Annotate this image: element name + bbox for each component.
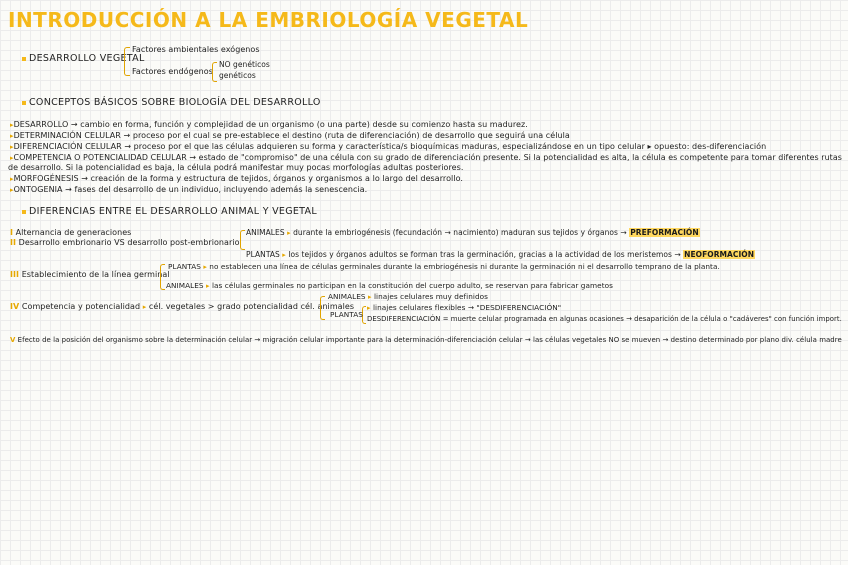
roman-numeral: I (10, 228, 14, 237)
bracket (240, 230, 245, 250)
concept-competencia-cont: de desarrollo. Si la potencialidad es baja, la célula podrá manifestar muy pocas morfologías adultas posteriores. (8, 163, 464, 172)
triangle-icon: ▸ (10, 121, 14, 129)
i4-plantas-label: PLANTAS (330, 310, 363, 319)
triangle-icon: ▸ (142, 303, 147, 311)
triangle-icon: ▸ (282, 251, 286, 259)
concept-morfogenesis (10, 174, 463, 184)
geneticos: genéticos (219, 71, 256, 80)
factores-ambientales: Factores ambientales exógenos (132, 45, 260, 54)
i3-animales-row (166, 281, 613, 291)
triangle-icon: ▸ (10, 186, 14, 194)
plantas-row (246, 250, 755, 260)
bracket (160, 264, 165, 290)
triangle-icon: ▸ (205, 282, 210, 290)
plantas-label: PLANTAS (246, 250, 280, 259)
triangle-icon: ▸ (287, 229, 291, 237)
concept-text: DESARROLLO → cambio en forma, función y complejidad de un organismo (o una parte) desde su comienzo hasta su madurez. (13, 120, 528, 129)
roman-numeral: II (10, 238, 17, 247)
conceptos-heading (22, 97, 321, 109)
i3-animales-text: las células germinales no participan en la constitución del cuerpo adulto, se reservan para fabricar gametos (211, 281, 613, 290)
diff-item-5 (10, 335, 842, 345)
concept-determinacion (10, 131, 570, 141)
desarrollo-vegetal-text: DESARROLLO VEGETAL (29, 53, 145, 64)
concept-text: COMPETENCIA O POTENCIALIDAD CELULAR → estado de "compromiso" de una célula con su grado de diferenciación presente. Si la potencialidad es alta, la célula es competente para tomar diferentes rutas (13, 153, 842, 162)
conceptos-heading-text: CONCEPTOS BÁSICOS SOBRE BIOLOGÍA DEL DESARROLLO (29, 97, 321, 108)
diff-item-1 (10, 228, 131, 238)
triangle-icon: ▸ (367, 293, 372, 301)
i4-plantas-text1 (367, 303, 561, 313)
roman-numeral: V (10, 335, 16, 344)
no-geneticos: NO genéticos (219, 60, 270, 69)
preformacion-highlight: PREFORMACIÓN (630, 228, 699, 237)
neoformacion-highlight: NEOFORMACIÓN (684, 250, 755, 259)
concept-text: DETERMINACIÓN CELULAR → proceso por el cual se pre-establece el destino (ruta de diferenciación) de desarrollo que seguirá una célula (13, 131, 570, 140)
diff-item-text: Establecimiento de la línea germinal (21, 270, 170, 279)
bracket (212, 62, 217, 82)
i4-animales-text: linajes celulares muy definidos (373, 292, 489, 301)
bullet-icon (22, 210, 26, 214)
concept-desarrollo (10, 120, 528, 130)
i4-plantas-text2: DESDIFERENCIACIÓN = muerte celular programada en algunas ocasiones → desaparición de la célula o "cadáveres" con función import. (367, 314, 842, 323)
concept-text: MORFOGÉNESIS → creación de la forma y estructura de tejidos, órganos y organismos a lo largo del desarrollo. (13, 174, 463, 183)
i4-plantas-flexibles: linajes celulares flexibles → "DESDIFERENCIACIÓN" (372, 303, 562, 312)
concept-ontogenia (10, 185, 367, 195)
concept-text: ONTOGENIA → fases del desarrollo de un individuo, incluyendo además la senescencia. (13, 185, 368, 194)
plantas-label: PLANTAS (168, 262, 201, 271)
concept-competencia (10, 153, 842, 163)
animales-label: ANIMALES (166, 281, 204, 290)
diff-item-4 (10, 302, 354, 312)
animales-text: durante la embriogénesis (fecundación → nacimiento) maduran sus tejidos y órganos → (293, 228, 627, 237)
animales-label: ANIMALES (328, 292, 366, 301)
i4-mid-text: cél. vegetales > grado potencialidad cél. animales (148, 302, 355, 311)
roman-numeral: III (10, 270, 20, 279)
triangle-icon: ▸ (203, 263, 207, 271)
bullet-icon (22, 101, 26, 105)
triangle-icon: ▸ (10, 154, 14, 162)
bracket (320, 296, 325, 320)
animales-row (246, 228, 700, 238)
triangle-icon: ▸ (367, 304, 371, 312)
plantas-text: los tejidos y órganos adultos se forman tras la germinación, gracias a la actividad de los meristemos → (288, 250, 681, 259)
concept-text: DIFERENCIACIÓN CELULAR → proceso por el que las células adquieren su forma y característica/s bioquímicas maduras, especializándose en un tipo celular ▸ opuesto: des-diferenciación (13, 142, 767, 151)
i3-plantas-text: no establecen una línea de células germinales durante la embriogénesis ni durante la germinación ni el desarrollo temprano de la planta. (209, 262, 720, 271)
diff-item-2 (10, 238, 240, 248)
diff-item-text: Alternancia de generaciones (15, 228, 132, 237)
bullet-icon (22, 57, 26, 61)
page-title: INTRODUCCIÓN A LA EMBRIOLOGÍA VEGETAL (8, 8, 529, 32)
i4-animales-row (328, 292, 488, 302)
bracket (124, 47, 130, 76)
diff-item-text: Desarrollo embrionario VS desarrollo post-embrionario (18, 238, 240, 247)
concept-diferenciacion (10, 142, 766, 152)
factores-endogenos: Factores endógenos (132, 67, 213, 76)
triangle-icon: ▸ (10, 132, 14, 140)
diff-item-text: Efecto de la posición del organismo sobre la determinación celular → migración celular importante para la determinación-diferenciación celular → las células vegetales NO se mueven → destino determinado por plano div. célula madre (17, 335, 842, 344)
triangle-icon: ▸ (10, 175, 14, 183)
animales-label: ANIMALES (246, 228, 285, 237)
diff-item-text: Competencia y potencialidad (21, 302, 141, 311)
i3-plantas-row (168, 262, 720, 272)
diferencias-heading (22, 206, 317, 218)
roman-numeral: IV (10, 302, 20, 311)
diff-item-3 (10, 270, 170, 280)
triangle-icon: ▸ (10, 143, 14, 151)
diferencias-heading-text: DIFERENCIAS ENTRE EL DESARROLLO ANIMAL Y VEGETAL (29, 206, 317, 217)
